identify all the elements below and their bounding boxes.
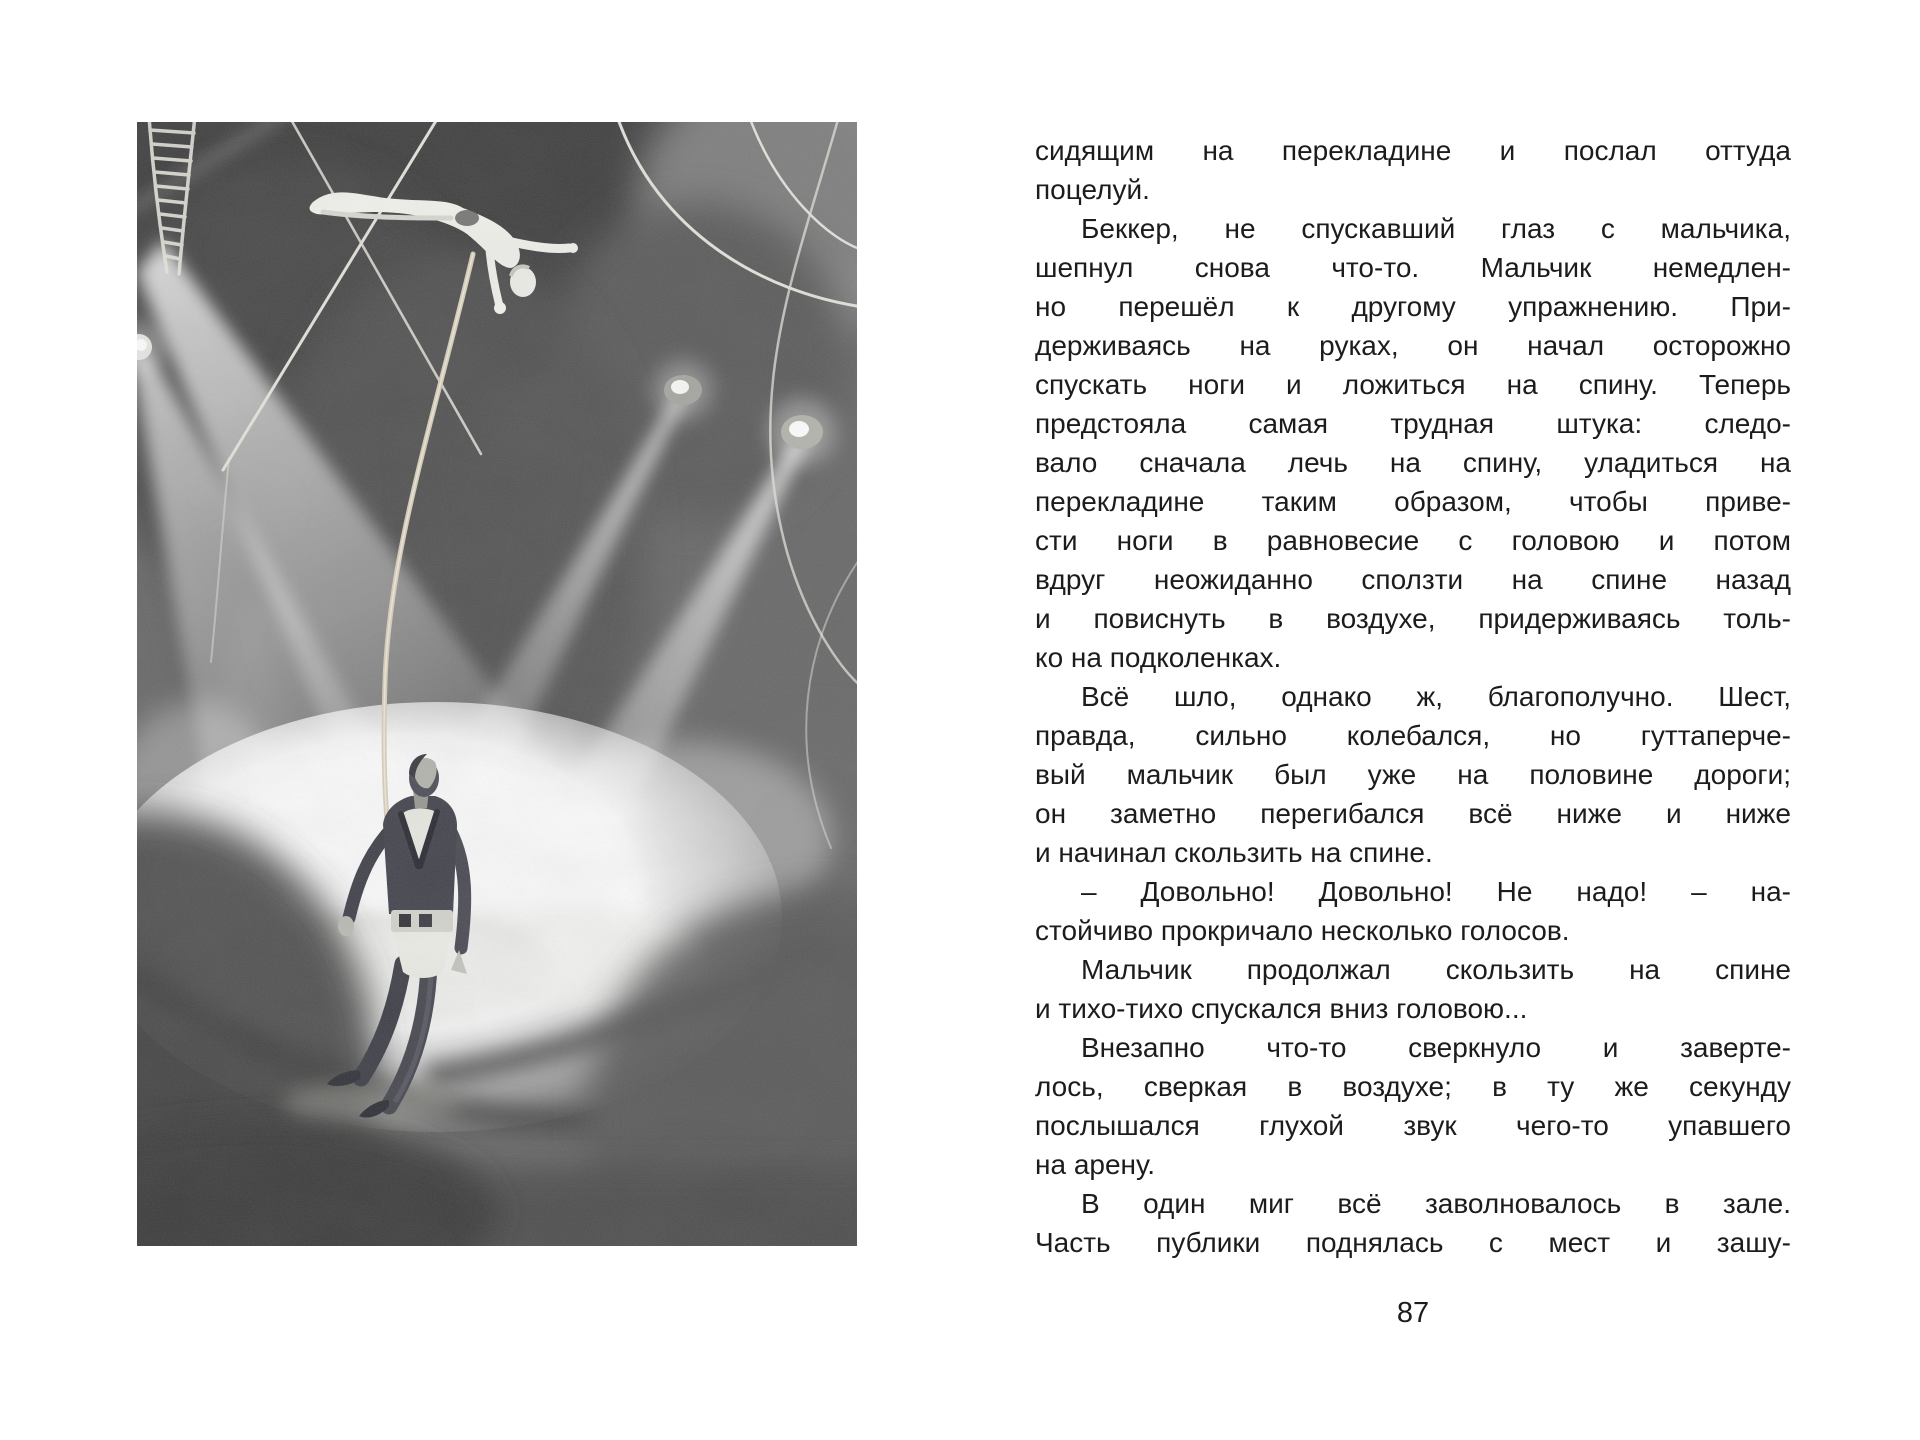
text-line: спускать ноги и ложиться на спину. Теперь [1035,369,1791,400]
page-number: 87 [1396,1297,1430,1329]
text-line: В один миг всё заволновалось в зале. [1081,1188,1791,1219]
text-line: на арену. [1035,1149,1155,1180]
text-line: и тихо-тихо спускался вниз головою... [1035,993,1528,1024]
text-line: сидящим на перекладине и послал оттуда [1035,135,1791,166]
text-line: – Довольно! Довольно! Не надо! – на- [1081,876,1791,907]
text-line: и повиснуть в воздухе, придерживаясь толь- [1035,603,1791,634]
text-line: сти ноги в равновесие с головою и потом [1035,525,1791,556]
text-line: шепнул снова что-то. Мальчик немедлен- [1035,252,1791,283]
text-line: вый мальчик был уже на половине дороги; [1035,759,1791,790]
page-text [1035,131,1791,1262]
circus-illustration-art [137,122,857,1246]
text-line: правда, сильно колебался, но гуттаперче- [1035,720,1791,751]
text-line: Часть публики поднялась с мест и зашу- [1035,1227,1791,1258]
text-line: держиваясь на руках, он начал осторожно [1035,330,1791,361]
text-line: вало сначала лечь на спину, уладиться на [1035,447,1791,478]
text-line: послышался глухой звук чего-то упавшего [1035,1110,1791,1141]
text-line: ко на подколенках. [1035,642,1282,673]
text-line: и начинал скользить на спине. [1035,837,1433,868]
text-line: он заметно перегибался всё ниже и ниже [1035,798,1791,829]
text-line: лось, сверкая в воздухе; в ту же секунду [1035,1071,1791,1102]
text-line: Беккер, не спускавший глаз с мальчика, [1081,213,1791,244]
text-line: перекладине таким образом, чтобы приве- [1035,486,1791,517]
text-line: стойчиво прокричало несколько голосов. [1035,915,1570,946]
text-line: но перешёл к другому упражнению. При- [1035,291,1791,322]
text-line: предстояла самая трудная штука: следо- [1035,408,1791,439]
text-line: вдруг неожиданно сползти на спине назад [1035,564,1791,595]
wash-blotch-texture [137,122,857,1246]
circus-illustration [137,122,857,1246]
text-line: Мальчик продолжал скользить на спине [1081,954,1791,985]
text-line: поцелуй. [1035,174,1150,205]
text-line: Всё шло, однако ж, благополучно. Шест, [1081,681,1791,712]
text-line: Внезапно что-то сверкнуло и заверте- [1081,1032,1791,1063]
